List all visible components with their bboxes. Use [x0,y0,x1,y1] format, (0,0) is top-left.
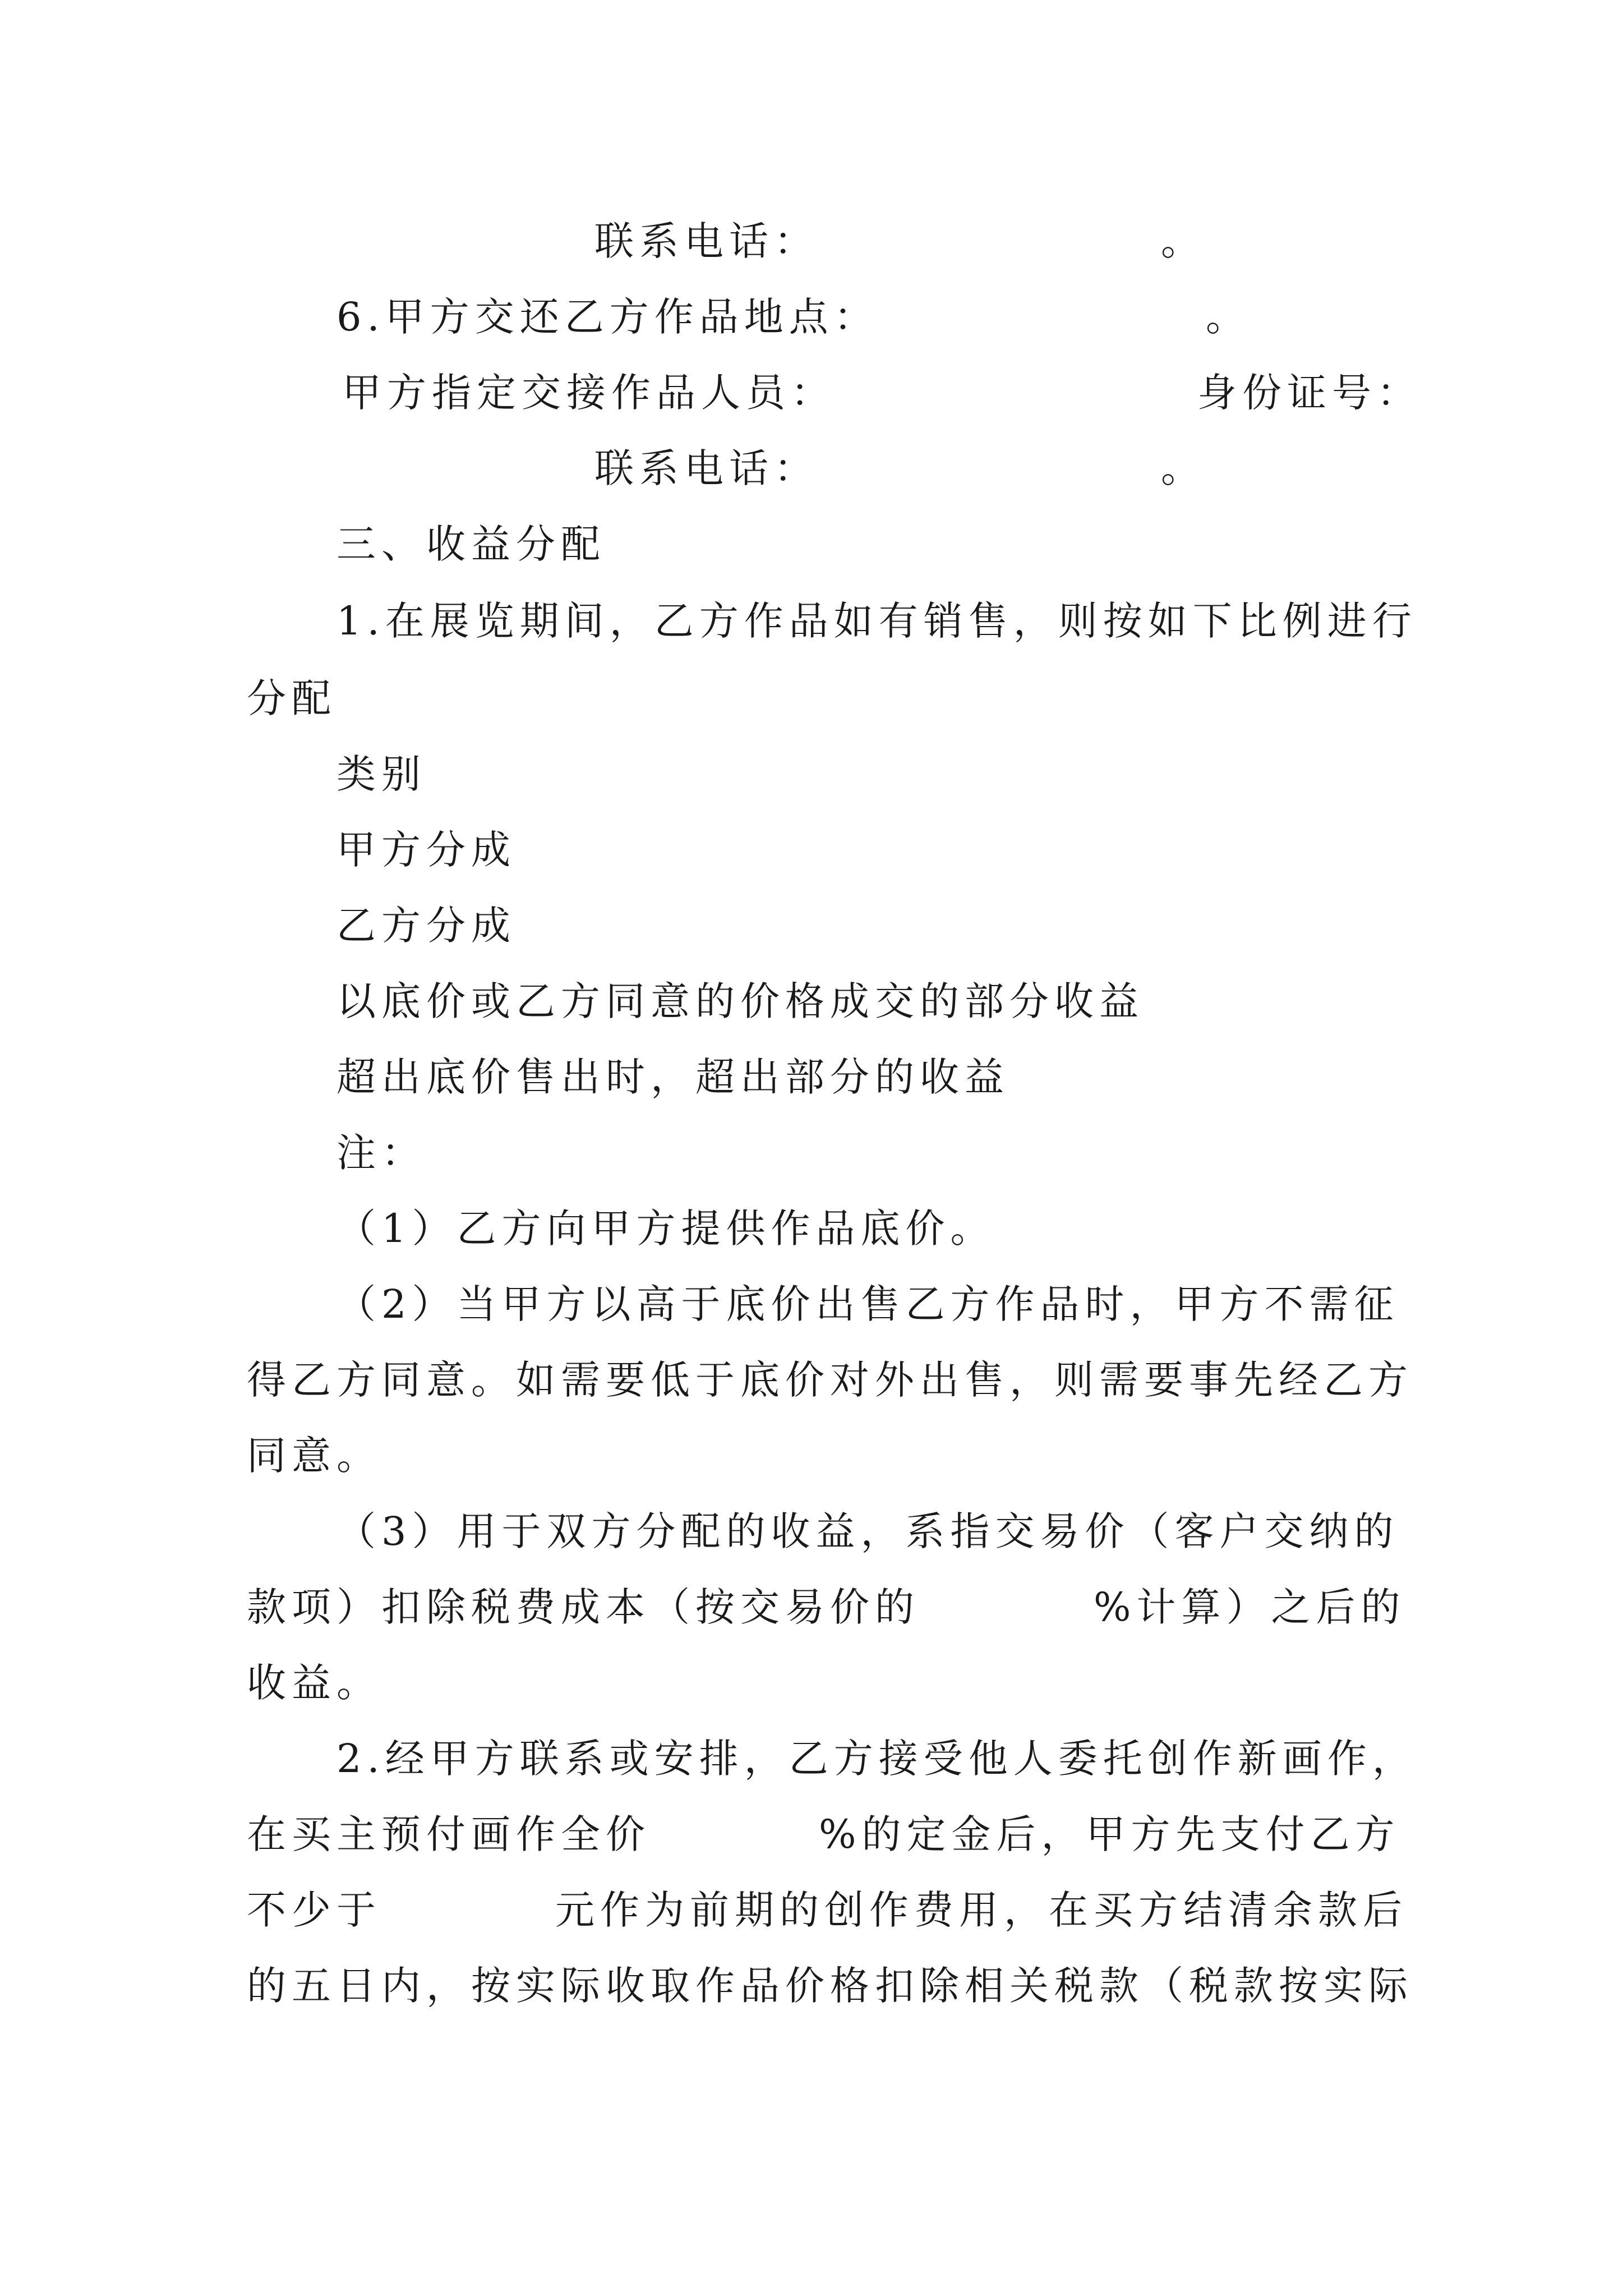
item6-text: 6.甲方交还乙方作品地点： [336,294,879,340]
table-row-1: 以底价或乙方同意的价格成交的部分收益 [336,978,1144,1024]
contact-phone-end: 。 [1161,218,1206,264]
para2-line1: 2.经甲方联系或安排，乙方接受他人委托创作新画作， [336,1736,1417,1782]
contact-phone-end-2: 。 [1161,445,1206,491]
para2-line4: 的五日内，按实际收取作品价格扣除相关税款（税款按实际 [247,1963,1413,2009]
para2-line2b: %的定金后，甲方先支付乙方 [819,1811,1400,1857]
note-3-line2b: %计算）之后的 [1094,1584,1406,1630]
para1-line2: 分配 [247,675,336,721]
contact-phone-label-2: 联系电话： [594,445,819,491]
note-3-line3: 收益。 [247,1660,381,1706]
note-2-line2: 得乙方同意。如需要低于底价对外出售，则需要事先经乙方 [247,1357,1413,1403]
item6-end: 。 [1206,294,1251,340]
designee-label: 甲方指定交接作品人员： [342,370,836,416]
para1-line1: 1.在展览期间，乙方作品如有销售，则按如下比例进行 [336,598,1417,644]
table-row-2: 超出底价售出时，超出部分的收益 [336,1054,1009,1100]
note-2-line1: （2）当甲方以高于底价出售乙方作品时，甲方不需征 [336,1281,1399,1327]
para2-line2a: 在买主预付画作全价 [247,1811,651,1857]
note-3-line1: （3）用于双方分配的收益，系指交易价（客户交纳的 [336,1508,1399,1554]
note-label: 注： [336,1130,426,1176]
para2-line3b: 元作为前期的创作费用，在买方结清余款后 [555,1887,1408,1933]
section3-heading: 三、收益分配 [336,521,606,567]
contact-phone-label: 联系电话： [594,218,819,264]
note-2-line3: 同意。 [247,1433,381,1479]
note-3-line2a: 款项）扣除税费成本（按交易价的 [247,1584,920,1630]
designee-id-label: 身份证号： [1197,370,1422,416]
table-col-party-a: 甲方分成 [336,827,516,873]
table-col-category: 类别 [336,751,426,797]
note-1: （1）乙方向甲方提供作品底价。 [336,1205,995,1251]
table-col-party-b: 乙方分成 [336,903,516,949]
para2-line3a: 不少于 [247,1887,381,1933]
